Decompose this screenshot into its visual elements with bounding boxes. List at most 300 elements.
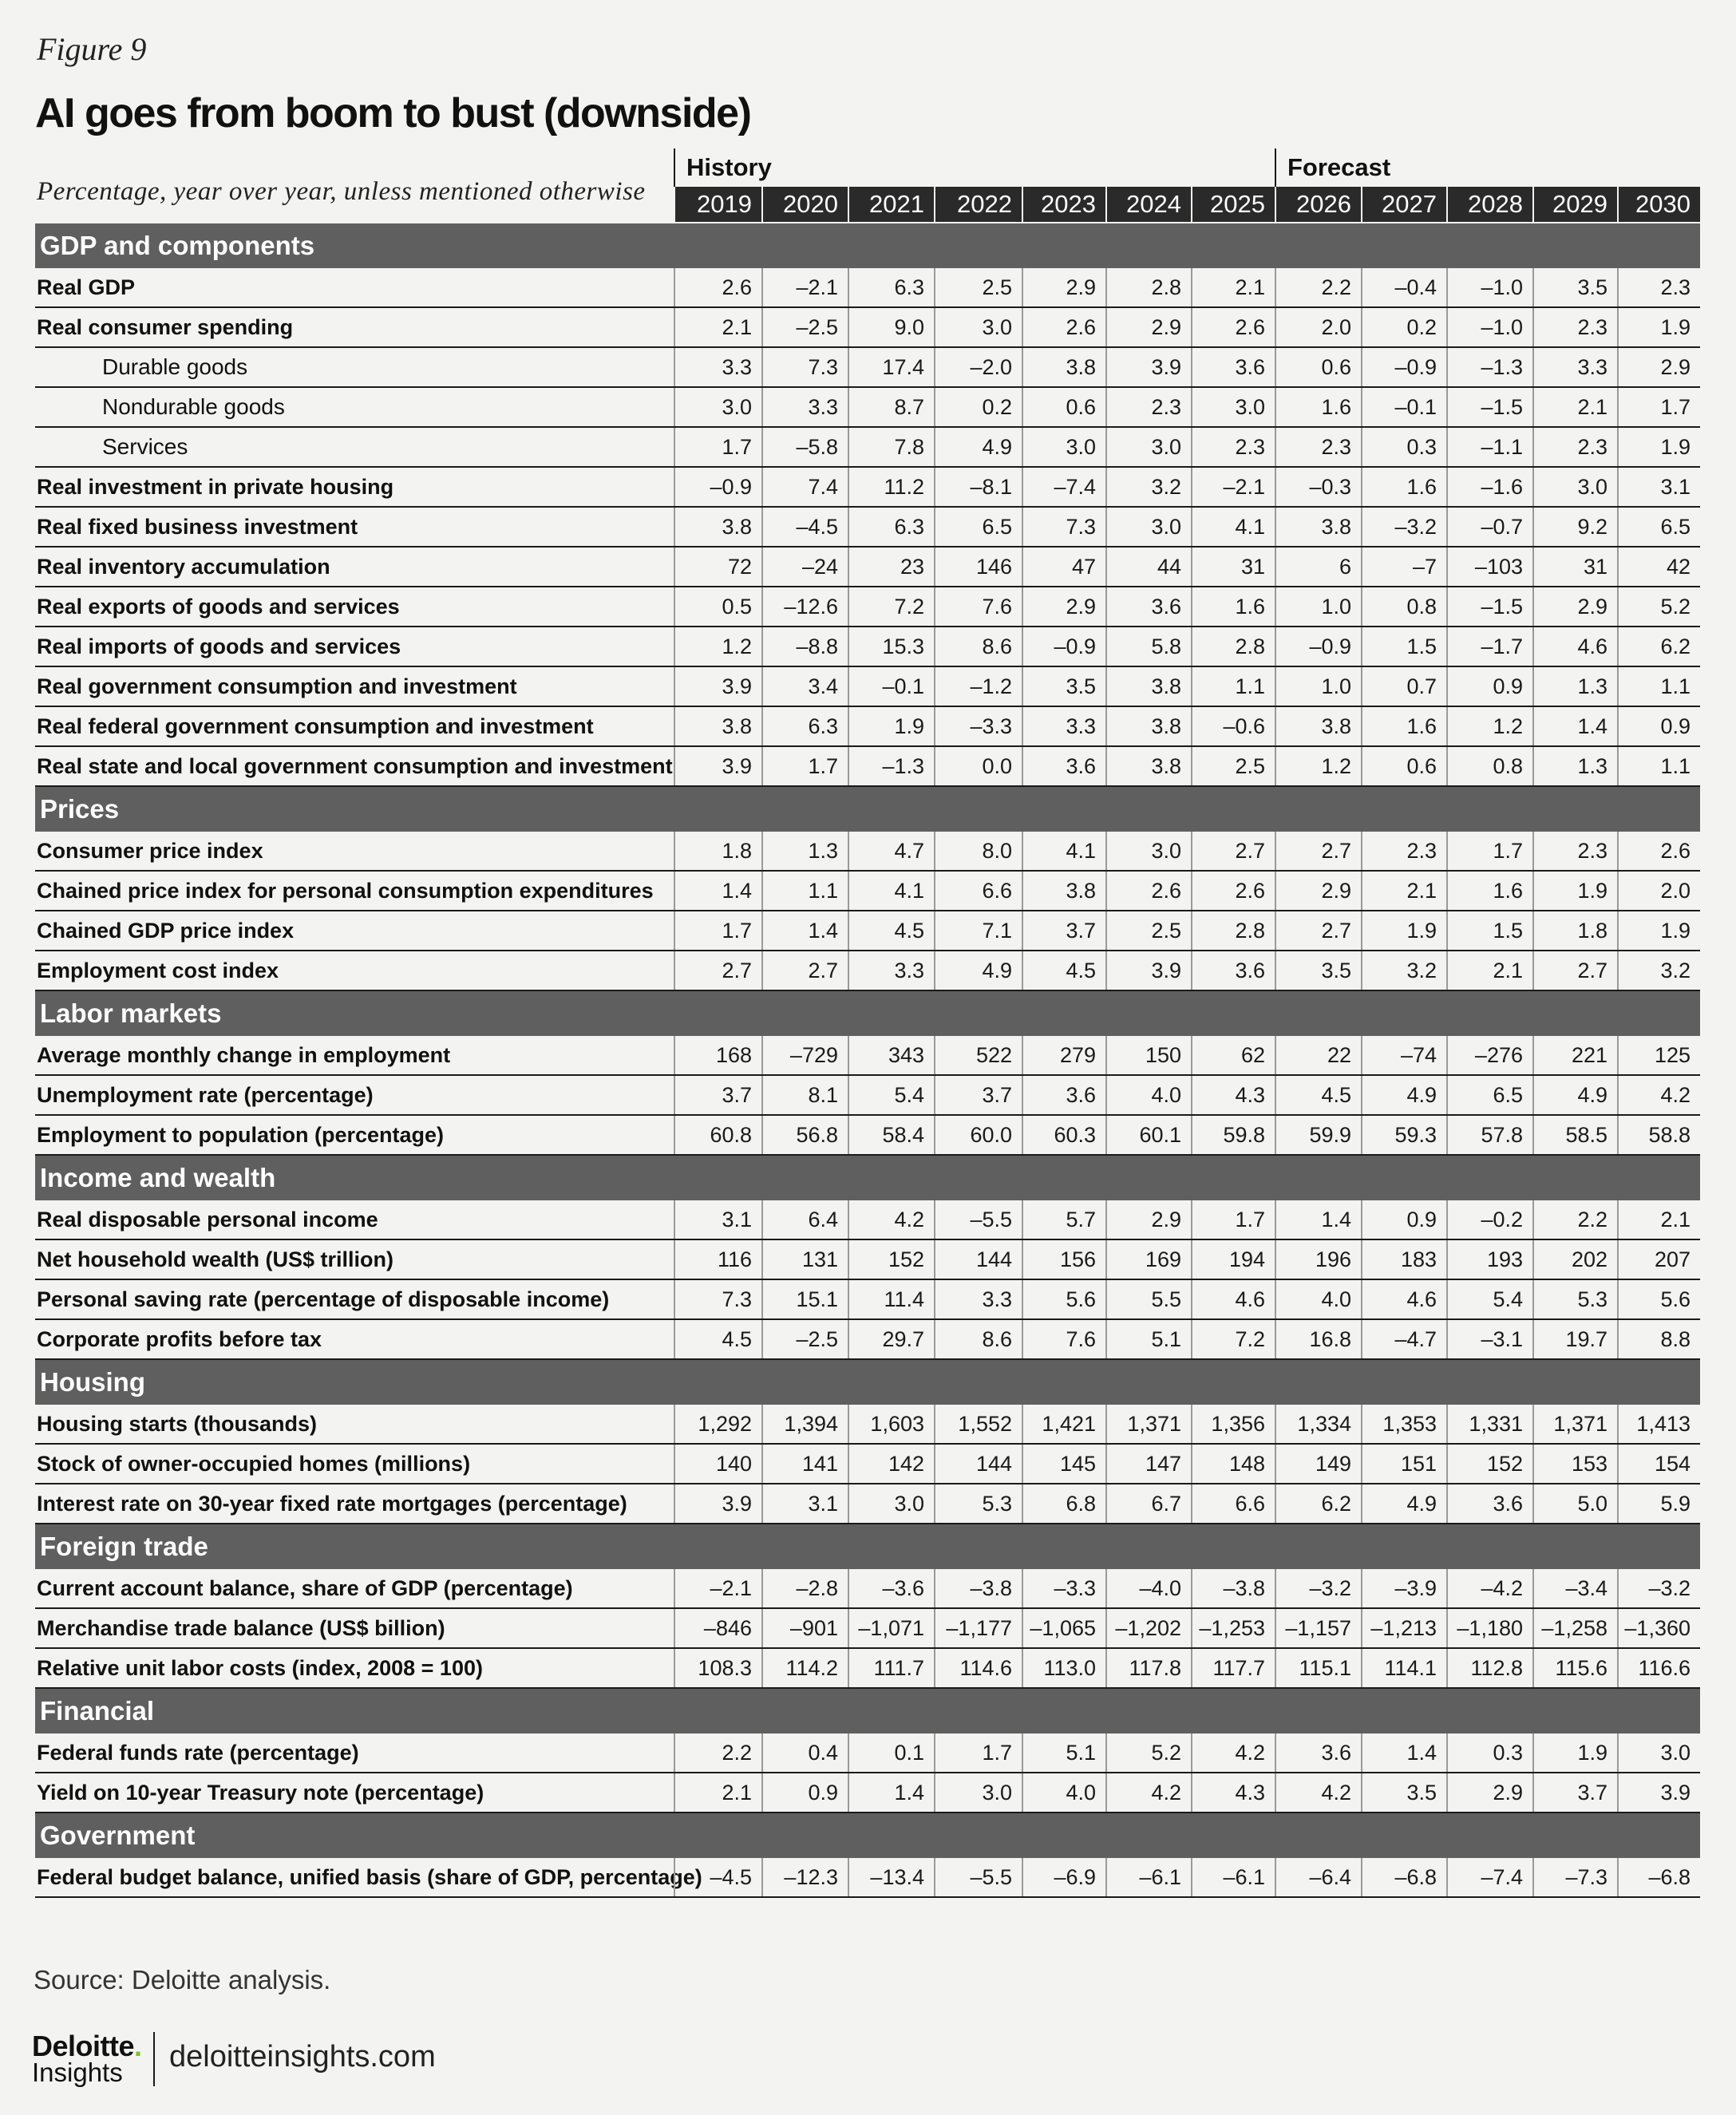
table-cell: 7.6 [934, 587, 1022, 626]
table-cell: 5.6 [1022, 1280, 1105, 1318]
table-cell: 5.0 [1532, 1484, 1617, 1523]
table-cell: 115.6 [1532, 1649, 1617, 1687]
table-cell: –2.5 [761, 1320, 848, 1358]
table-cell: 8.7 [848, 388, 934, 426]
table-cell: 0.1 [848, 1734, 934, 1772]
table-cell: 5.1 [1105, 1320, 1191, 1358]
table-cell: 5.4 [1446, 1280, 1532, 1318]
table-row [35, 548, 1700, 587]
row-label: Current account balance, share of GDP (percentage) [37, 1576, 573, 1600]
table-cell: 111.7 [848, 1649, 934, 1687]
table-cell: –1,202 [1105, 1609, 1191, 1647]
table-cell: 7.4 [761, 468, 848, 506]
table-cell: 5.4 [848, 1076, 934, 1114]
table-cell: 4.6 [1532, 627, 1617, 666]
table-cell: 1.1 [1617, 667, 1700, 706]
table-cell: 1,331 [1446, 1405, 1532, 1443]
table-cell: 3.4 [761, 667, 848, 706]
table-cell: 3.3 [1532, 348, 1617, 386]
table-cell: 3.9 [674, 1484, 761, 1523]
table-cell: 4.6 [1191, 1280, 1275, 1318]
table-cell: 3.9 [674, 747, 761, 785]
table-cell: 0.8 [1446, 747, 1532, 785]
table-cell: 2.3 [1191, 428, 1275, 466]
table-cell: –729 [761, 1036, 848, 1074]
table-cell: 114.6 [934, 1649, 1022, 1687]
table-cell: –6.1 [1105, 1858, 1191, 1896]
table-cell: 169 [1105, 1240, 1191, 1279]
table-cell: 2.7 [1191, 832, 1275, 870]
table-cell: 3.0 [848, 1484, 934, 1523]
row-label: Real disposable personal income [37, 1208, 378, 1231]
table-cell: 3.0 [1617, 1734, 1700, 1772]
table-cell: 9.0 [848, 308, 934, 346]
table-cell: 207 [1617, 1240, 1700, 1279]
table-row [35, 627, 1700, 667]
table-cell: 4.5 [1275, 1076, 1361, 1114]
table-row [35, 587, 1700, 627]
table-cell: 0.3 [1361, 428, 1446, 466]
table-cell: 0.6 [1022, 388, 1105, 426]
table-row [35, 1200, 1700, 1240]
table-cell: 15.1 [761, 1280, 848, 1318]
table-cell: –0.3 [1275, 468, 1361, 506]
table-cell: 1.7 [674, 428, 761, 466]
table-cell: 6.3 [848, 268, 934, 306]
table-subtitle: Percentage, year over year, unless mentioned otherwise [37, 177, 646, 206]
table-cell: –1.3 [1446, 348, 1532, 386]
table-cell: 6.6 [1191, 1484, 1275, 1523]
table-cell: –4.5 [674, 1858, 761, 1896]
table-cell: 6.8 [1022, 1484, 1105, 1523]
table-cell: –0.1 [1361, 388, 1446, 426]
table-cell: 8.0 [934, 832, 1022, 870]
table-cell: –74 [1361, 1036, 1446, 1074]
table-cell: 144 [934, 1240, 1022, 1279]
table-cell: 2.7 [1275, 911, 1361, 950]
table-cell: 1.9 [1617, 428, 1700, 466]
table-cell: 2.3 [1105, 388, 1191, 426]
row-label: Real federal government consumption and investment [37, 714, 594, 738]
table-cell: 4.1 [848, 872, 934, 910]
table-row [35, 348, 1700, 388]
table-cell: 3.6 [1105, 587, 1191, 626]
row-label: Corporate profits before tax [37, 1327, 322, 1351]
table-cell: 1.1 [1191, 667, 1275, 706]
table-cell: 141 [761, 1445, 848, 1483]
table-cell: 1.3 [1532, 747, 1617, 785]
table-cell: 1.4 [1275, 1200, 1361, 1239]
table-row [35, 872, 1700, 911]
table-cell: 0.9 [1446, 667, 1532, 706]
table-cell: 2.3 [1361, 832, 1446, 870]
table-cell: 2.9 [1617, 348, 1700, 386]
table-cell: 1.7 [1617, 388, 1700, 426]
table-cell: 0.4 [761, 1734, 848, 1772]
table-cell: –0.9 [1275, 627, 1361, 666]
table-cell: –3.2 [1617, 1569, 1700, 1607]
table-cell: 5.3 [1532, 1280, 1617, 1318]
year-header-cell: 2020 [761, 187, 848, 222]
table-cell: 113.0 [1022, 1649, 1105, 1687]
table-cell: 116 [674, 1240, 761, 1279]
table-cell: 1.2 [1446, 707, 1532, 745]
table-cell: 2.7 [1275, 832, 1361, 870]
table-cell: –1,180 [1446, 1609, 1532, 1647]
row-label: Unemployment rate (percentage) [37, 1083, 374, 1107]
table-row [35, 1858, 1700, 1898]
table-cell: 5.1 [1022, 1734, 1105, 1772]
table-cell: 0.7 [1361, 667, 1446, 706]
table-cell: 131 [761, 1240, 848, 1279]
table-cell: 2.8 [1191, 627, 1275, 666]
table-cell: 4.9 [934, 428, 1022, 466]
table-cell: 1,353 [1361, 1405, 1446, 1443]
table-cell: 4.0 [1022, 1773, 1105, 1812]
row-label: Federal budget balance, unified basis (share of GDP, percentage) [37, 1865, 702, 1889]
table-cell: 1.8 [674, 832, 761, 870]
year-header-cell: 2021 [848, 187, 934, 222]
table-cell: 6.5 [1617, 508, 1700, 546]
table-cell: –1,071 [848, 1609, 934, 1647]
table-cell: 153 [1532, 1445, 1617, 1483]
table-row [35, 1405, 1700, 1445]
table-cell: 0.6 [1361, 747, 1446, 785]
table-cell: 58.8 [1617, 1116, 1700, 1154]
table-cell: 1.7 [761, 747, 848, 785]
row-label: Average monthly change in employment [37, 1043, 451, 1067]
table-cell: 3.0 [1532, 468, 1617, 506]
table-cell: 0.6 [1275, 348, 1361, 386]
table-cell: 194 [1191, 1240, 1275, 1279]
table-cell: 11.4 [848, 1280, 934, 1318]
table-cell: 1.4 [848, 1773, 934, 1812]
row-label: Net household wealth (US$ trillion) [37, 1247, 394, 1271]
table-cell: 146 [934, 548, 1022, 586]
table-cell: 3.5 [1275, 951, 1361, 990]
table-cell: –7.4 [1446, 1858, 1532, 1896]
table-cell: 1.7 [1446, 832, 1532, 870]
table-cell: 5.6 [1617, 1280, 1700, 1318]
table-cell: –276 [1446, 1036, 1532, 1074]
table-cell: 3.2 [1617, 951, 1700, 990]
table-cell: 3.2 [1105, 468, 1191, 506]
table-cell: 8.1 [761, 1076, 848, 1114]
table-cell: 2.9 [1446, 1773, 1532, 1812]
section-header: Foreign trade [35, 1524, 1700, 1569]
table-cell: 1,356 [1191, 1405, 1275, 1443]
table-row [35, 951, 1700, 991]
table-cell: 3.8 [1105, 667, 1191, 706]
table-cell: 3.7 [1022, 911, 1105, 950]
table-row [35, 1649, 1700, 1689]
table-row [35, 747, 1700, 787]
table-cell: 221 [1532, 1036, 1617, 1074]
table-cell: 3.3 [761, 388, 848, 426]
table-cell: 4.5 [848, 911, 934, 950]
table-cell: 1.6 [1361, 707, 1446, 745]
table-cell: 1.6 [1446, 872, 1532, 910]
table-cell: 1.4 [1532, 707, 1617, 745]
table-cell: 3.0 [1105, 428, 1191, 466]
table-cell: 1.6 [1275, 388, 1361, 426]
table-cell: 8.6 [934, 1320, 1022, 1358]
table-cell: 57.8 [1446, 1116, 1532, 1154]
table-cell: 2.3 [1275, 428, 1361, 466]
table-cell: 2.9 [1275, 872, 1361, 910]
table-cell: 16.8 [1275, 1320, 1361, 1358]
row-label: Real consumer spending [37, 315, 294, 339]
table-cell: –2.5 [761, 308, 848, 346]
table-cell: 2.2 [1532, 1200, 1617, 1239]
table-cell: –3.3 [1022, 1569, 1105, 1607]
table-cell: 11.2 [848, 468, 934, 506]
table-cell: 147 [1105, 1445, 1191, 1483]
table-cell: 2.2 [1275, 268, 1361, 306]
table-cell: 3.0 [934, 1773, 1022, 1812]
table-row [35, 1734, 1700, 1773]
table-cell: 1,394 [761, 1405, 848, 1443]
table-cell: –5.8 [761, 428, 848, 466]
table-cell: 2.8 [1105, 268, 1191, 306]
table-row [35, 911, 1700, 951]
table-cell: 1,371 [1532, 1405, 1617, 1443]
table-cell: 2.3 [1532, 832, 1617, 870]
table-cell: 60.3 [1022, 1116, 1105, 1154]
table-cell: –1.3 [848, 747, 934, 785]
table-row [35, 308, 1700, 348]
table-cell: –1.0 [1446, 268, 1532, 306]
table-cell: 3.2 [1361, 951, 1446, 990]
table-cell: 1,421 [1022, 1405, 1105, 1443]
source-note: Source: Deloitte analysis. [34, 1965, 331, 1994]
table-cell: 5.7 [1022, 1200, 1105, 1239]
table-cell: 117.8 [1105, 1649, 1191, 1687]
table-cell: 0.8 [1361, 587, 1446, 626]
table-cell: 3.0 [1022, 428, 1105, 466]
table-cell: 2.6 [1617, 832, 1700, 870]
table-cell: 5.9 [1617, 1484, 1700, 1523]
table-cell: –1.7 [1446, 627, 1532, 666]
table-cell: 1,334 [1275, 1405, 1361, 1443]
table-cell: 0.0 [934, 747, 1022, 785]
table-cell: 3.8 [1275, 707, 1361, 745]
table-cell: 6.6 [934, 872, 1022, 910]
table-cell: –3.3 [934, 707, 1022, 745]
table-cell: 4.2 [848, 1200, 934, 1239]
table-cell: 2.5 [934, 268, 1022, 306]
table-cell: –5.5 [934, 1858, 1022, 1896]
row-label: Yield on 10-year Treasury note (percentage) [37, 1781, 484, 1805]
table-cell: 3.0 [934, 308, 1022, 346]
table-cell: 2.1 [1361, 872, 1446, 910]
table-cell: –8.1 [934, 468, 1022, 506]
row-label: Employment cost index [37, 959, 279, 982]
table-row [35, 1036, 1700, 1076]
table-row [35, 1280, 1700, 1320]
table-cell: 4.0 [1275, 1280, 1361, 1318]
row-label: Housing starts (thousands) [37, 1412, 318, 1436]
section-header: Government [35, 1813, 1700, 1858]
table-cell: 5.3 [934, 1484, 1022, 1523]
table-cell: 3.9 [674, 667, 761, 706]
table-cell: 7.1 [934, 911, 1022, 950]
table-cell: –1,258 [1532, 1609, 1617, 1647]
table-cell: 3.7 [674, 1076, 761, 1114]
table-cell: 2.1 [674, 308, 761, 346]
table-cell: 29.7 [848, 1320, 934, 1358]
table-cell: 1.6 [1191, 587, 1275, 626]
history-group-label: History [674, 148, 1275, 187]
table-cell: 168 [674, 1036, 761, 1074]
table-cell: 1.2 [1275, 747, 1361, 785]
row-label: Personal saving rate (percentage of disposable income) [37, 1287, 610, 1311]
table-cell: –12.3 [761, 1858, 848, 1896]
table-cell: 4.2 [1191, 1734, 1275, 1772]
table-cell: 7.8 [848, 428, 934, 466]
table-cell: 193 [1446, 1240, 1532, 1279]
table-cell: 3.1 [674, 1200, 761, 1239]
table-cell: 2.6 [1191, 308, 1275, 346]
section-header: GDP and components [35, 223, 1700, 268]
table-row [35, 468, 1700, 508]
figure-title: AI goes from boom to bust (downside) [35, 90, 751, 136]
table-cell: 3.7 [934, 1076, 1022, 1114]
table-cell: –4.7 [1361, 1320, 1446, 1358]
table-cell: 3.6 [1191, 348, 1275, 386]
table-cell: 6.7 [1105, 1484, 1191, 1523]
table-cell: 3.3 [674, 348, 761, 386]
table-cell: –8.8 [761, 627, 848, 666]
table-cell: 2.5 [1105, 911, 1191, 950]
table-cell: –24 [761, 548, 848, 586]
table-cell: 150 [1105, 1036, 1191, 1074]
table-cell: 3.5 [1022, 667, 1105, 706]
logo-dot: . [134, 2030, 142, 2062]
table-cell: –7.4 [1022, 468, 1105, 506]
table-cell: 1,292 [674, 1405, 761, 1443]
table-cell: –1,065 [1022, 1609, 1105, 1647]
table-cell: –1.1 [1446, 428, 1532, 466]
table-cell: 149 [1275, 1445, 1361, 1483]
row-label: Services [102, 434, 188, 459]
row-label: Durable goods [102, 354, 248, 379]
row-label: Chained price index for personal consumption expenditures [37, 879, 654, 903]
row-label: Real fixed business investment [37, 515, 358, 539]
table-cell: –4.0 [1105, 1569, 1191, 1607]
table-cell: 19.7 [1532, 1320, 1617, 1358]
table-cell: 5.8 [1105, 627, 1191, 666]
row-label: Consumer price index [37, 839, 263, 863]
table-cell: –3.8 [934, 1569, 1022, 1607]
table-cell: 2.0 [1617, 872, 1700, 910]
table-cell: 202 [1532, 1240, 1617, 1279]
table-cell: –7 [1361, 548, 1446, 586]
table-cell: 2.6 [1022, 308, 1105, 346]
table-cell: 117.7 [1191, 1649, 1275, 1687]
table-cell: 23 [848, 548, 934, 586]
table-cell: 58.4 [848, 1116, 934, 1154]
table-cell: –3.6 [848, 1569, 934, 1607]
table-cell: 1.4 [674, 872, 761, 910]
table-cell: 5.2 [1617, 587, 1700, 626]
table-row [35, 1116, 1700, 1156]
table-cell: 1.7 [1191, 1200, 1275, 1239]
table-cell: 2.0 [1275, 308, 1361, 346]
site-link[interactable]: deloitteinsights.com [169, 2040, 436, 2073]
table-cell: 8.8 [1617, 1320, 1700, 1358]
table-cell: 3.1 [1617, 468, 1700, 506]
logo-divider [153, 2032, 155, 2086]
table-cell: 1.9 [1617, 308, 1700, 346]
table-cell: 3.3 [1022, 707, 1105, 745]
table-cell: 7.2 [848, 587, 934, 626]
table-cell: 56.8 [761, 1116, 848, 1154]
row-label: Federal funds rate (percentage) [37, 1741, 359, 1765]
table-cell: 1.4 [761, 911, 848, 950]
table-cell: 4.3 [1191, 1076, 1275, 1114]
table-cell: –2.1 [674, 1569, 761, 1607]
table-cell: 1.5 [1446, 911, 1532, 950]
table-cell: 1.9 [1532, 1734, 1617, 1772]
row-label: Real government consumption and investment [37, 674, 517, 698]
table-cell: 1.4 [1361, 1734, 1446, 1772]
table-cell: 5.5 [1105, 1280, 1191, 1318]
table-cell: 1,413 [1617, 1405, 1700, 1443]
table-cell: 4.9 [1361, 1484, 1446, 1523]
table-cell: 1.9 [1532, 872, 1617, 910]
table-cell: 2.7 [761, 951, 848, 990]
table-row [35, 1445, 1700, 1484]
table-cell: 145 [1022, 1445, 1105, 1483]
table-cell: 4.2 [1275, 1773, 1361, 1812]
table-cell: 5.2 [1105, 1734, 1191, 1772]
table-cell: 1,603 [848, 1405, 934, 1443]
table-cell: –3.4 [1532, 1569, 1617, 1607]
table-cell: 112.8 [1446, 1649, 1532, 1687]
table-cell: –1,177 [934, 1609, 1022, 1647]
table-cell: 2.9 [1532, 587, 1617, 626]
table-cell: 6.3 [848, 508, 934, 546]
table-cell: 3.6 [1022, 1076, 1105, 1114]
table-cell: 4.5 [1022, 951, 1105, 990]
table-cell: 1.7 [674, 911, 761, 950]
table-cell: 1.0 [1275, 667, 1361, 706]
table-cell: 2.1 [1446, 951, 1532, 990]
table-cell: 3.6 [1275, 1734, 1361, 1772]
table-row [35, 1773, 1700, 1813]
table-cell: 142 [848, 1445, 934, 1483]
table-cell: 4.9 [1532, 1076, 1617, 1114]
table-cell: 4.9 [1361, 1076, 1446, 1114]
year-header-cell: 2019 [674, 187, 761, 222]
logo-brand: Deloitte [32, 2030, 135, 2062]
table-cell: 6.5 [1446, 1076, 1532, 1114]
table-cell: –1.2 [934, 667, 1022, 706]
table-cell: –0.1 [848, 667, 934, 706]
table-cell: 4.2 [1105, 1773, 1191, 1812]
table-cell: 3.1 [761, 1484, 848, 1523]
table-cell: –1,360 [1617, 1609, 1700, 1647]
section-header: Housing [35, 1360, 1700, 1405]
table-cell: 279 [1022, 1036, 1105, 1074]
table-cell: 0.3 [1446, 1734, 1532, 1772]
table-cell: 6.2 [1617, 627, 1700, 666]
row-label: Relative unit labor costs (index, 2008 = 100) [37, 1656, 483, 1680]
table-cell: 3.8 [1105, 747, 1191, 785]
table-cell: 1.6 [1361, 468, 1446, 506]
table-cell: –1.0 [1446, 308, 1532, 346]
